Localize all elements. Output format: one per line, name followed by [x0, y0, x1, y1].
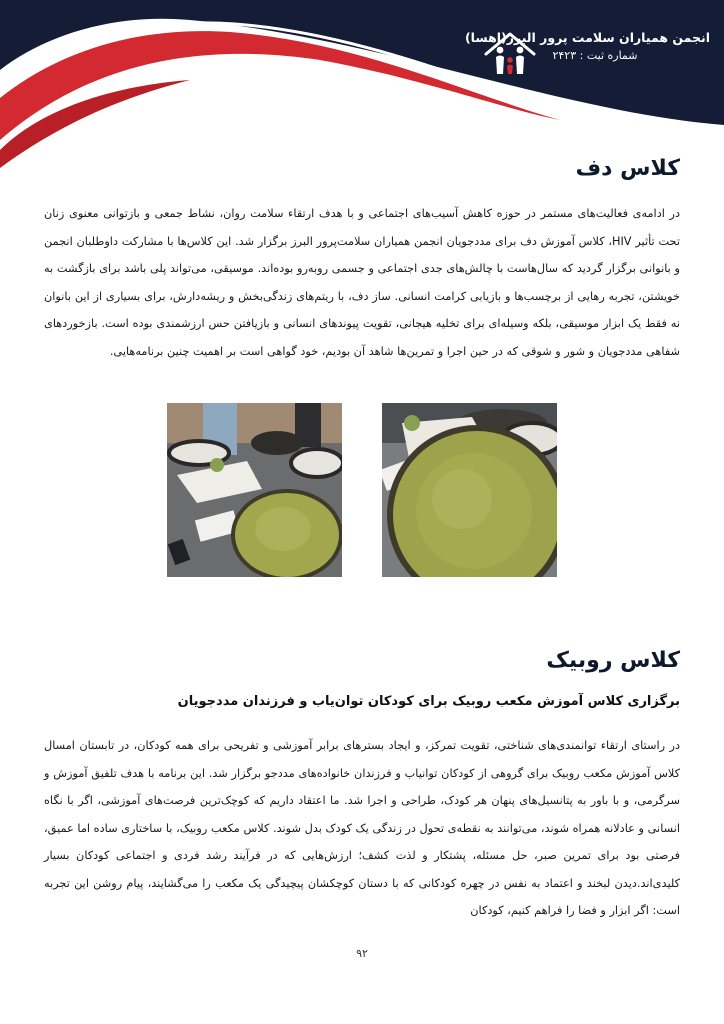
organization-block: [464, 30, 710, 62]
section-title-rubik: کلاس روبیک: [546, 648, 680, 673]
daf-class-paragraph: در ادامه‌ی فعالیت‌های مستمر در حوزه کاهش آسیب‌های اجتماعی و با هدف ارتقاء سلامت روان، نشاط جمعی و بازتوانی معنوی زنان تحت تأثیر HIV، کلاس آموزش دف برای مددجویان انجمن همیاران سلامت‌پرور البرز برگزار شد. این کلاس‌ها با مشارکت داوطلبان انجمن و بانوانی برگزار گردید که سال‌هاست با چالش‌های جدی اجتماعی و جسمی روبه‌رو بوده‌اند. موسیقی، می‌تواند پلی باشد برای بازگشت به خویشتن، تجربه رهایی از برچسب‌ها و بازیابی کرامت انسانی. ساز دف، با ریتم‌های زندگی‌بخش و ریشه‌دارش، برای بسیاری از این بانوان نه فقط یک ابزار موسیقی، بلکه وسیله‌ای برای تخلیه هیجانی، تقویت پیوندهای انسانی و بازیافتن حس ارزشمندی بوده است. بازخوردهای شفاهی مددجویان و شور و شوقی که در حین اجرا و تمرین‌ها شاهد آن بودیم، خود گواهی است بر اهمیت چنین برنامه‌هایی.: [44, 207, 680, 358]
daf-class-photo-right: [382, 403, 557, 577]
rubik-class-body: [44, 732, 680, 925]
rubik-class-subtitle-block: [44, 694, 680, 709]
section-title-daf: کلاس دف: [575, 156, 680, 181]
page-header: [0, 0, 724, 170]
daf-class-photo-left: [167, 403, 342, 577]
rubik-class-section: [44, 648, 680, 673]
daf-class-body: [44, 200, 680, 365]
rubik-class-paragraph: در راستای ارتقاء توانمندی‌های شناختی، تقویت تمرکز، و ایجاد بسترهای برابر آموزشی و تفریحی برای همه کودکان، در تابستان امسال کلاس آموزش مکعب روبیک برای گروهی از کودکان توانیاب و فرزندان خانواده‌های مددجو برگزار شد. این برنامه با هدف تلفیق آموزش و سرگرمی، و با باور به پتانسیل‌های پنهان هر کودک، طراحی و اجرا شد. ما اعتقاد داریم که کوچک‌ترین فرصت‌های آموزشی، اگر با نگاه انسانی و عادلانه همراه شوند، می‌توانند به نقطه‌ی تحول در زندگی یک کودک بدل شوند. کلاس مکعب روبیک، با ساختاری ساده اما عمیق، فرصتی بود برای تمرین صبر، حل مسئله، پشتکار و لذت کشف؛ ارزش‌هایی که در فرآیند رشد فردی و اجتماعی کودکان بسیار کلیدی‌اند.دیدن لبخند و اعتماد به نفس در چهره کودکانی که با دستان کوچکشان پیچیدگی یک مکعب را می‌گشایند، پیام روشن این تجربه است: اگر ابزار و فضا را فراهم کنیم، کودکان: [44, 739, 680, 917]
family-house-logo-icon: [480, 30, 540, 78]
header-banner-graphic: [0, 0, 724, 170]
page-number: ۹۲: [356, 947, 368, 960]
organization-name: انجمن همیاران سلامت پرور البرز(اهسا): [464, 30, 710, 45]
rubik-class-subtitle: برگزاری کلاس آموزش مکعب روبیک برای کودکان توان‌یاب و فرزندان مددجویان: [177, 694, 680, 709]
registration-number: شماره ثبت : ۲۴۲۳: [552, 49, 638, 62]
daf-class-section: [44, 156, 680, 181]
